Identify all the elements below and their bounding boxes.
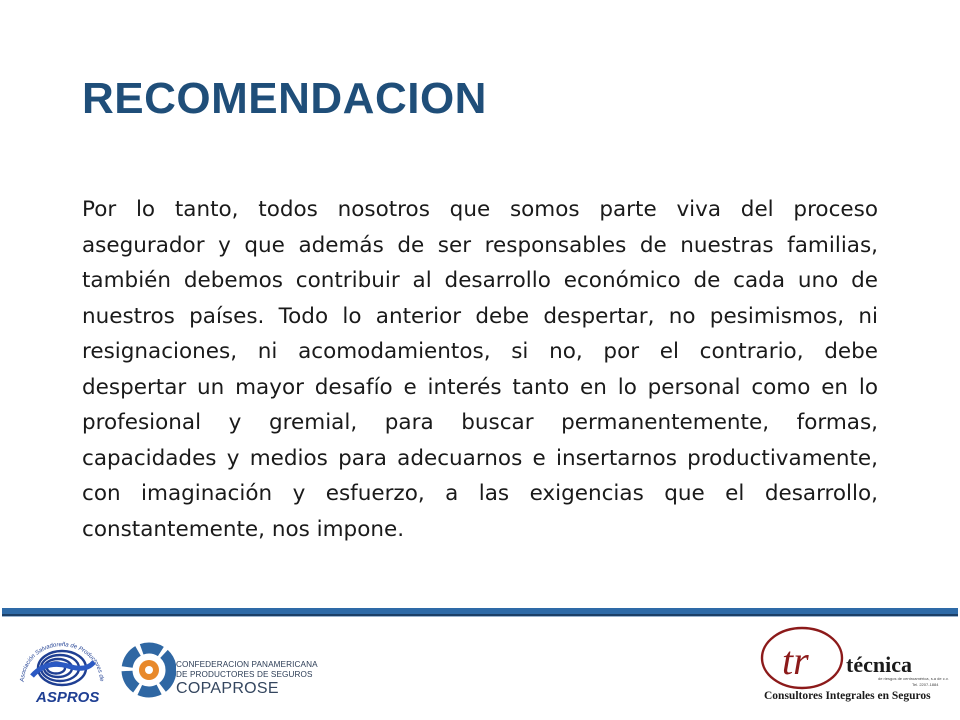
copaprose-logo xyxy=(120,630,318,710)
tecnica-monogram-icon xyxy=(760,624,850,694)
tecnica-tagline: de riesgos de centroamérica, s.a de c.v. xyxy=(878,676,949,681)
aspros-logo xyxy=(6,626,114,710)
tecnica-logo xyxy=(760,624,954,712)
tecnica-monogram: tr xyxy=(782,638,809,683)
slide-body-text: Por lo tanto, todos nosotros que somos parte viva del proceso asegurador y que además de ser responsables de nuestras familias, también debemos contribuir al desarrollo económico de cada uno de nuestros países. Todo lo anterior debe despertar, no pesimismos, ni resignaciones, ni acomodamientos, si no, por el contrario, debe despertar un mayor desafío e interés tanto en lo personal como en lo profesional y gremial, para buscar permanentemente, formas, capacidades y medios para adecuarnos e insertarnos productivamente, con imaginación y esfuerzo, a las exigencias que el desarrollo, constantemente, nos impone. xyxy=(82,197,878,542)
aspros-brand: ASPROS xyxy=(36,689,100,706)
copaprose-line2: DE PRODUCTORES DE SEGUROS xyxy=(176,670,313,679)
aspros-ring-text: Asociación Salvadoreña de Productores de xyxy=(19,642,105,683)
tecnica-word: técnica xyxy=(846,652,912,677)
aspros-emblem-icon xyxy=(6,626,114,710)
copaprose-line1: CONFEDERACION PANAMERICANA xyxy=(176,660,318,669)
tecnica-phone: Tel. 2207-1884 xyxy=(912,682,939,687)
footer-divider-thin xyxy=(2,616,958,617)
footer-divider xyxy=(2,608,958,616)
tecnica-footer: Consultores Integrales en Seguros xyxy=(764,690,931,702)
copaprose-emblem-icon xyxy=(120,630,176,710)
slide-title: RECOMENDACION xyxy=(82,74,487,123)
copaprose-brand: COPAPROSE xyxy=(176,680,279,697)
